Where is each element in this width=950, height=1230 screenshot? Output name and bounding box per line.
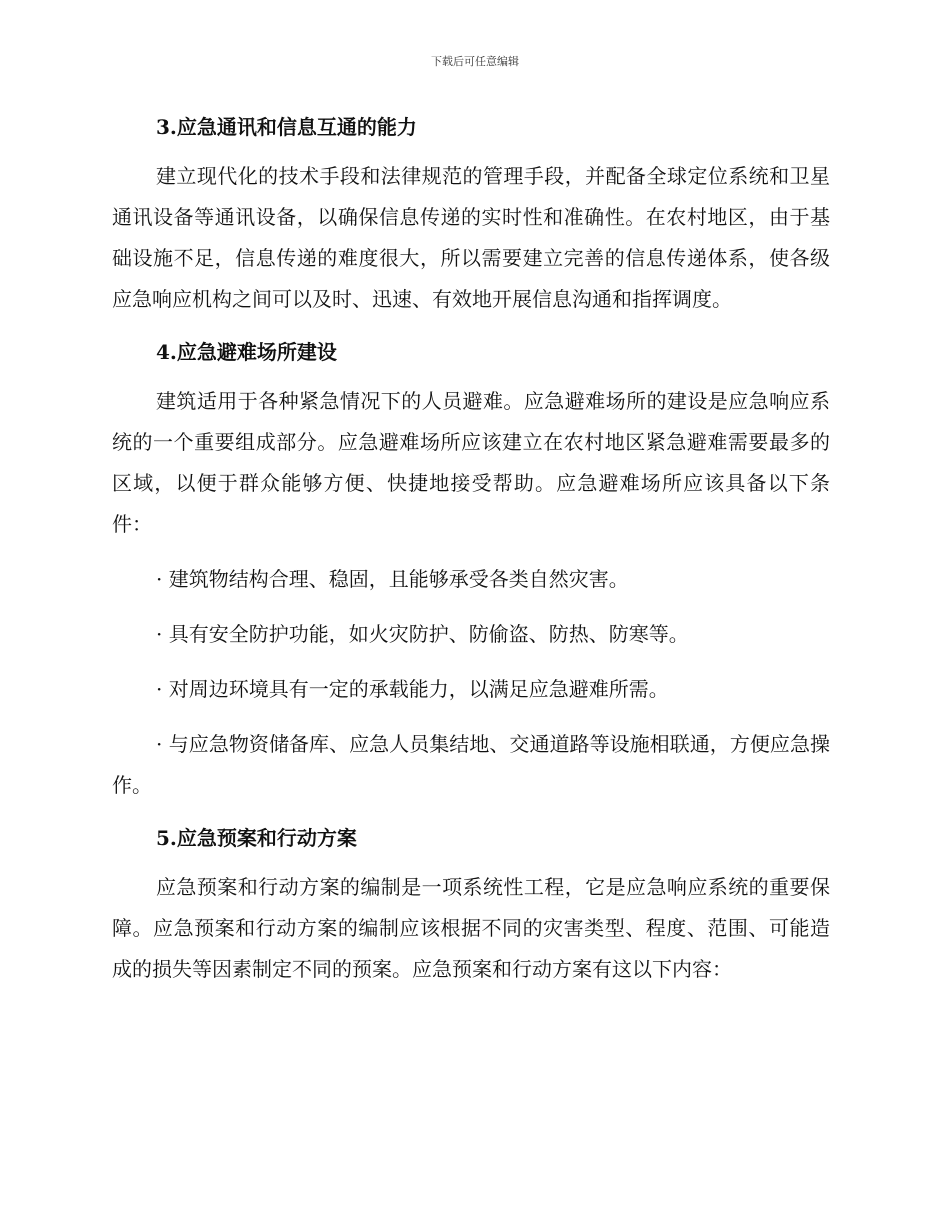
section-paragraph-3: 建立现代化的技术手段和法律规范的管理手段，并配备全球定位系统和卫星通讯设备等通讯设备，以确保信息传递的实时性和准确性。在农村地区，由于基础设施不足，信息传递的难度很大，所以需要建立完善的信息传递体系，使各级应急响应机构之间可以及时、迅速、有效地开展信息沟通和指挥调度。 — [112, 164, 830, 311]
bullet-item: · 建筑物结构合理、稳固，且能够承受各类自然灾害。 — [156, 567, 629, 591]
bullet-item: · 对周边环境具有一定的承载能力，以满足应急避难所需。 — [156, 677, 669, 701]
section-paragraph-5: 应急预案和行动方案的编制是一项系统性工程，它是应急响应系统的重要保障。应急预案和行动方案的编制应该根据不同的灾害类型、程度、范围、可能造成的损失等因素制定不同的预案。应急预案和行动方案有这以下内容： — [112, 875, 830, 981]
section-heading-3: 3.应急通讯和信息互通的能力 — [156, 115, 417, 139]
document-body — [112, 112, 830, 990]
section-heading-5: 5.应急预案和行动方案 — [156, 826, 357, 850]
bullet-item: · 具有安全防护功能，如火灾防护、防偷盗、防热、防寒等。 — [156, 622, 689, 646]
page-header: 下载后可任意编辑 — [431, 55, 519, 68]
section-paragraph-4: 建筑适用于各种紧急情况下的人员避难。应急避难场所的建设是应急响应系统的一个重要组成部分。应急避难场所应该建立在农村地区紧急避难需要最多的区域，以便于群众能够方便、快捷地接受帮助。应急避难场所应该具备以下条件： — [112, 389, 830, 536]
bullet-item: · 与应急物资储备库、应急人员集结地、交通道路等设施相联通，方便应急操作。 — [112, 732, 830, 797]
section-heading-4: 4.应急避难场所建设 — [156, 340, 337, 364]
